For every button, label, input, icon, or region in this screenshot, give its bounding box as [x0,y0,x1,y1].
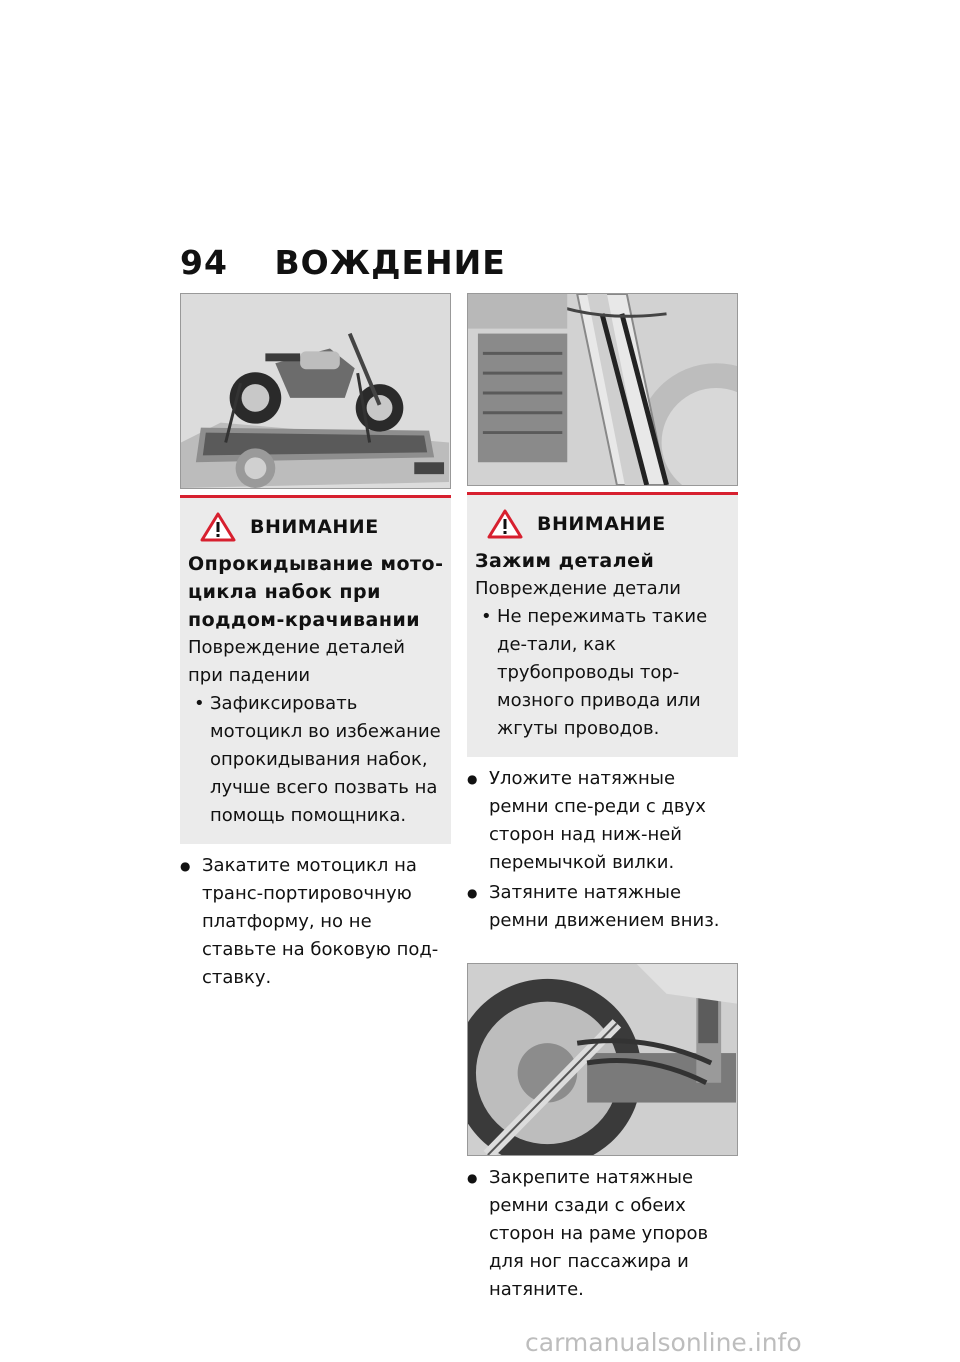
warning-consequence: Повреждение детали [475,578,681,599]
warning-body [467,541,738,743]
warning-header [467,507,738,541]
instruction-step: ● Затяните натяжные ремни движением вниз. [467,879,738,935]
motorcycle-on-trailer-illustration [180,293,451,489]
instruction-steps [467,765,738,935]
warning-consequence: Повреждение деталей при падении [188,637,405,686]
warning-bullets [188,690,445,830]
warning-box [467,492,738,757]
warning-bullet: • Не пережимать такие де-тали, как трубопроводы тор-мозного привода или жгуты проводов. [475,603,732,743]
warning-title: ВНИМАНИЕ [537,513,666,535]
warning-box [180,495,451,844]
warning-body [180,544,451,830]
warning-subtitle: Зажим деталей [475,550,655,572]
page-number: 94 [180,243,228,282]
section-title: ВОЖДЕНИЕ [274,243,506,282]
instruction-step: ● Закрепите натяжные ремни сзади с обеих сторон на раме упоров для ног пассажира и натяните. [467,1164,738,1304]
left-column [180,293,451,994]
right-column [467,293,738,1306]
warning-subtitle: Опрокидывание мото-цикла набок при поддом-крачивании [188,553,444,631]
warning-header [180,510,451,544]
warning-bullet: • Зафиксировать мотоцикл во избежание опрокидывания набок, лучше всего позвать на помощь помощника. [188,690,445,830]
instruction-step: ● Уложите натяжные ремни спе-реди с двух сторон над ниж-ней перемычкой вилки. [467,765,738,877]
warning-triangle-icon [200,512,236,542]
page-header [180,243,506,282]
front-fork-strap-image [468,294,737,485]
motorcycle-on-trailer-image [181,294,450,488]
rear-wheel-strap-illustration [467,963,738,1156]
instruction-steps [467,1164,738,1304]
watermark: carmanualsonline.info [525,1328,802,1357]
warning-title: ВНИМАНИЕ [250,516,379,538]
rear-wheel-strap-image [468,964,737,1155]
front-fork-strap-illustration [467,293,738,486]
instruction-steps [180,852,451,992]
warning-triangle-icon [487,509,523,539]
warning-bullets [475,603,732,743]
instruction-step: ● Закатите мотоцикл на транс-портировочную платформу, но не ставьте на боковую под-ставку. [180,852,451,992]
